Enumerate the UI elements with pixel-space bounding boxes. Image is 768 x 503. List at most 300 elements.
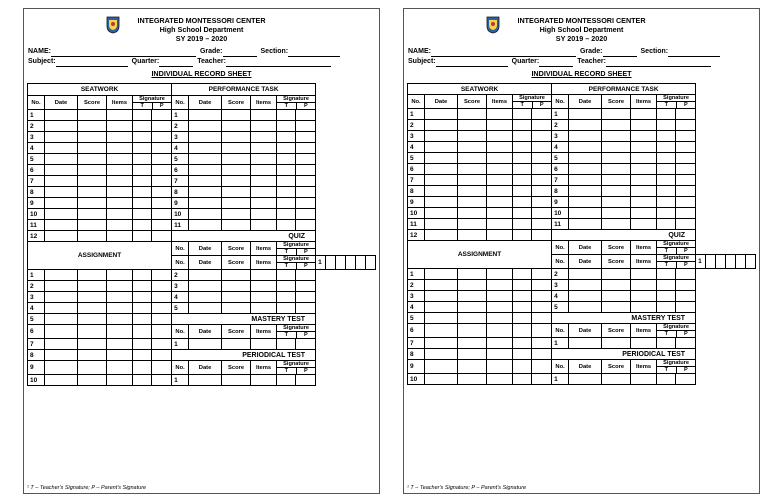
performance-task-entry-cell[interactable] bbox=[602, 131, 631, 142]
quiz-entry-cell[interactable] bbox=[189, 281, 222, 292]
assignment-entry-cell[interactable] bbox=[78, 292, 107, 303]
performance-task-entry-cell[interactable] bbox=[602, 208, 631, 219]
assignment-entry-cell[interactable] bbox=[45, 303, 78, 314]
performance-task-entry-cell[interactable] bbox=[222, 121, 251, 132]
seatwork-entry-cell[interactable] bbox=[152, 121, 172, 132]
performance-task-entry-cell[interactable] bbox=[251, 132, 277, 143]
assignment-entry-cell[interactable] bbox=[532, 360, 552, 374]
seatwork-entry-cell[interactable] bbox=[513, 131, 532, 142]
assignment-entry-cell[interactable] bbox=[458, 269, 487, 280]
subject-field[interactable] bbox=[436, 59, 508, 67]
performance-task-entry-cell[interactable] bbox=[631, 175, 657, 186]
performance-task-entry-cell[interactable] bbox=[251, 209, 277, 220]
seatwork-entry-cell[interactable] bbox=[487, 186, 513, 197]
assignment-entry-cell[interactable] bbox=[152, 375, 172, 386]
performance-task-entry-cell[interactable] bbox=[277, 209, 296, 220]
seatwork-entry-cell[interactable] bbox=[45, 121, 78, 132]
seatwork-entry-cell[interactable] bbox=[513, 186, 532, 197]
assignment-entry-cell[interactable] bbox=[45, 292, 78, 303]
seatwork-entry-cell[interactable] bbox=[152, 143, 172, 154]
assignment-entry-cell[interactable] bbox=[152, 270, 172, 281]
assignment-entry-cell[interactable] bbox=[425, 374, 458, 385]
seatwork-entry-cell[interactable] bbox=[45, 187, 78, 198]
assignment-entry-cell[interactable] bbox=[107, 350, 133, 361]
quiz-entry-cell[interactable] bbox=[657, 280, 676, 291]
seatwork-entry-cell[interactable] bbox=[458, 186, 487, 197]
seatwork-entry-cell[interactable] bbox=[107, 132, 133, 143]
quiz-entry-cell[interactable] bbox=[631, 269, 657, 280]
periodical-test-entry-cell[interactable] bbox=[222, 375, 251, 386]
mastery-test-entry-cell[interactable] bbox=[657, 338, 676, 349]
quiz-entry-cell[interactable] bbox=[222, 281, 251, 292]
seatwork-entry-cell[interactable] bbox=[78, 110, 107, 121]
seatwork-entry-cell[interactable] bbox=[45, 220, 78, 231]
performance-task-entry-cell[interactable] bbox=[189, 198, 222, 209]
grade-field[interactable] bbox=[603, 49, 637, 57]
seatwork-entry-cell[interactable] bbox=[532, 142, 552, 153]
assignment-entry-cell[interactable] bbox=[133, 325, 152, 339]
seatwork-entry-cell[interactable] bbox=[133, 143, 152, 154]
name-field[interactable] bbox=[51, 49, 196, 57]
performance-task-entry-cell[interactable] bbox=[251, 220, 277, 231]
assignment-entry-cell[interactable] bbox=[532, 291, 552, 302]
mastery-test-entry-cell[interactable] bbox=[277, 339, 296, 350]
performance-task-entry-cell[interactable] bbox=[657, 175, 676, 186]
periodical-test-entry-cell[interactable] bbox=[189, 375, 222, 386]
performance-task-entry-cell[interactable] bbox=[189, 187, 222, 198]
seatwork-entry-cell[interactable] bbox=[107, 231, 133, 242]
seatwork-entry-cell[interactable] bbox=[487, 131, 513, 142]
assignment-entry-cell[interactable] bbox=[133, 281, 152, 292]
section-field[interactable] bbox=[668, 49, 720, 57]
assignment-entry-cell[interactable] bbox=[152, 339, 172, 350]
performance-task-entry-cell[interactable] bbox=[657, 153, 676, 164]
performance-task-entry-cell[interactable] bbox=[189, 143, 222, 154]
quiz-entry-cell[interactable] bbox=[326, 256, 336, 270]
assignment-entry-cell[interactable] bbox=[133, 375, 152, 386]
seatwork-entry-cell[interactable] bbox=[513, 109, 532, 120]
assignment-entry-cell[interactable] bbox=[458, 302, 487, 313]
performance-task-entry-cell[interactable] bbox=[277, 121, 296, 132]
quiz-entry-cell[interactable] bbox=[631, 291, 657, 302]
seatwork-entry-cell[interactable] bbox=[458, 109, 487, 120]
teacher-field[interactable] bbox=[606, 59, 711, 67]
assignment-entry-cell[interactable] bbox=[487, 313, 513, 324]
seatwork-entry-cell[interactable] bbox=[513, 175, 532, 186]
assignment-entry-cell[interactable] bbox=[513, 324, 532, 338]
seatwork-entry-cell[interactable] bbox=[425, 208, 458, 219]
performance-task-entry-cell[interactable] bbox=[296, 187, 316, 198]
performance-task-entry-cell[interactable] bbox=[222, 110, 251, 121]
assignment-entry-cell[interactable] bbox=[133, 339, 152, 350]
assignment-entry-cell[interactable] bbox=[532, 374, 552, 385]
seatwork-entry-cell[interactable] bbox=[78, 209, 107, 220]
seatwork-entry-cell[interactable] bbox=[487, 175, 513, 186]
performance-task-entry-cell[interactable] bbox=[676, 208, 696, 219]
seatwork-entry-cell[interactable] bbox=[133, 209, 152, 220]
assignment-entry-cell[interactable] bbox=[133, 292, 152, 303]
mastery-test-entry-cell[interactable] bbox=[189, 339, 222, 350]
performance-task-entry-cell[interactable] bbox=[631, 186, 657, 197]
performance-task-entry-cell[interactable] bbox=[189, 176, 222, 187]
assignment-entry-cell[interactable] bbox=[107, 314, 133, 325]
seatwork-entry-cell[interactable] bbox=[513, 230, 532, 241]
performance-task-entry-cell[interactable] bbox=[657, 219, 676, 230]
performance-task-entry-cell[interactable] bbox=[602, 153, 631, 164]
assignment-entry-cell[interactable] bbox=[107, 339, 133, 350]
quiz-entry-cell[interactable] bbox=[676, 280, 696, 291]
seatwork-entry-cell[interactable] bbox=[45, 209, 78, 220]
seatwork-entry-cell[interactable] bbox=[133, 187, 152, 198]
assignment-entry-cell[interactable] bbox=[425, 338, 458, 349]
quiz-entry-cell[interactable] bbox=[676, 302, 696, 313]
subject-field[interactable] bbox=[56, 59, 128, 67]
seatwork-entry-cell[interactable] bbox=[152, 220, 172, 231]
seatwork-entry-cell[interactable] bbox=[532, 109, 552, 120]
quiz-entry-cell[interactable] bbox=[569, 291, 602, 302]
quiz-entry-cell[interactable] bbox=[602, 280, 631, 291]
performance-task-entry-cell[interactable] bbox=[676, 186, 696, 197]
seatwork-entry-cell[interactable] bbox=[78, 176, 107, 187]
assignment-entry-cell[interactable] bbox=[487, 349, 513, 360]
seatwork-entry-cell[interactable] bbox=[425, 109, 458, 120]
performance-task-entry-cell[interactable] bbox=[251, 154, 277, 165]
quiz-entry-cell[interactable] bbox=[296, 281, 316, 292]
performance-task-entry-cell[interactable] bbox=[631, 142, 657, 153]
performance-task-entry-cell[interactable] bbox=[631, 153, 657, 164]
assignment-entry-cell[interactable] bbox=[487, 360, 513, 374]
performance-task-entry-cell[interactable] bbox=[296, 143, 316, 154]
performance-task-entry-cell[interactable] bbox=[569, 131, 602, 142]
assignment-entry-cell[interactable] bbox=[152, 303, 172, 314]
quiz-entry-cell[interactable] bbox=[736, 255, 746, 269]
seatwork-entry-cell[interactable] bbox=[487, 153, 513, 164]
assignment-entry-cell[interactable] bbox=[487, 291, 513, 302]
performance-task-entry-cell[interactable] bbox=[631, 208, 657, 219]
quiz-entry-cell[interactable] bbox=[251, 303, 277, 314]
performance-task-entry-cell[interactable] bbox=[296, 110, 316, 121]
seatwork-entry-cell[interactable] bbox=[513, 142, 532, 153]
assignment-entry-cell[interactable] bbox=[458, 313, 487, 324]
seatwork-entry-cell[interactable] bbox=[107, 121, 133, 132]
seatwork-entry-cell[interactable] bbox=[532, 131, 552, 142]
periodical-test-entry-cell[interactable] bbox=[602, 374, 631, 385]
performance-task-entry-cell[interactable] bbox=[631, 120, 657, 131]
quiz-entry-cell[interactable] bbox=[296, 292, 316, 303]
periodical-test-entry-cell[interactable] bbox=[251, 375, 277, 386]
seatwork-entry-cell[interactable] bbox=[458, 230, 487, 241]
seatwork-entry-cell[interactable] bbox=[107, 154, 133, 165]
assignment-entry-cell[interactable] bbox=[78, 339, 107, 350]
assignment-entry-cell[interactable] bbox=[487, 280, 513, 291]
performance-task-entry-cell[interactable] bbox=[296, 220, 316, 231]
performance-task-entry-cell[interactable] bbox=[222, 220, 251, 231]
assignment-entry-cell[interactable] bbox=[425, 269, 458, 280]
seatwork-entry-cell[interactable] bbox=[133, 154, 152, 165]
seatwork-entry-cell[interactable] bbox=[78, 187, 107, 198]
seatwork-entry-cell[interactable] bbox=[45, 176, 78, 187]
seatwork-entry-cell[interactable] bbox=[133, 165, 152, 176]
quiz-entry-cell[interactable] bbox=[189, 270, 222, 281]
assignment-entry-cell[interactable] bbox=[458, 280, 487, 291]
assignment-entry-cell[interactable] bbox=[45, 350, 78, 361]
quiz-entry-cell[interactable] bbox=[222, 270, 251, 281]
performance-task-entry-cell[interactable] bbox=[569, 120, 602, 131]
performance-task-entry-cell[interactable] bbox=[569, 197, 602, 208]
assignment-entry-cell[interactable] bbox=[133, 314, 152, 325]
assignment-entry-cell[interactable] bbox=[532, 338, 552, 349]
performance-task-entry-cell[interactable] bbox=[251, 165, 277, 176]
performance-task-entry-cell[interactable] bbox=[222, 154, 251, 165]
performance-task-entry-cell[interactable] bbox=[602, 219, 631, 230]
periodical-test-entry-cell[interactable] bbox=[631, 374, 657, 385]
assignment-entry-cell[interactable] bbox=[425, 349, 458, 360]
seatwork-entry-cell[interactable] bbox=[425, 175, 458, 186]
assignment-entry-cell[interactable] bbox=[487, 324, 513, 338]
mastery-test-entry-cell[interactable] bbox=[296, 339, 316, 350]
seatwork-entry-cell[interactable] bbox=[107, 165, 133, 176]
quiz-entry-cell[interactable] bbox=[631, 302, 657, 313]
seatwork-entry-cell[interactable] bbox=[425, 153, 458, 164]
performance-task-entry-cell[interactable] bbox=[222, 143, 251, 154]
assignment-entry-cell[interactable] bbox=[513, 360, 532, 374]
quiz-entry-cell[interactable] bbox=[189, 292, 222, 303]
seatwork-entry-cell[interactable] bbox=[152, 132, 172, 143]
seatwork-entry-cell[interactable] bbox=[513, 197, 532, 208]
assignment-entry-cell[interactable] bbox=[133, 303, 152, 314]
performance-task-entry-cell[interactable] bbox=[222, 209, 251, 220]
performance-task-entry-cell[interactable] bbox=[189, 165, 222, 176]
assignment-entry-cell[interactable] bbox=[152, 292, 172, 303]
assignment-entry-cell[interactable] bbox=[513, 269, 532, 280]
seatwork-entry-cell[interactable] bbox=[152, 165, 172, 176]
seatwork-entry-cell[interactable] bbox=[458, 219, 487, 230]
assignment-entry-cell[interactable] bbox=[45, 270, 78, 281]
seatwork-entry-cell[interactable] bbox=[425, 164, 458, 175]
performance-task-entry-cell[interactable] bbox=[222, 165, 251, 176]
assignment-entry-cell[interactable] bbox=[532, 324, 552, 338]
quiz-entry-cell[interactable] bbox=[277, 292, 296, 303]
performance-task-entry-cell[interactable] bbox=[657, 120, 676, 131]
mastery-test-entry-cell[interactable] bbox=[602, 338, 631, 349]
performance-task-entry-cell[interactable] bbox=[251, 121, 277, 132]
assignment-entry-cell[interactable] bbox=[458, 349, 487, 360]
seatwork-entry-cell[interactable] bbox=[45, 231, 78, 242]
seatwork-entry-cell[interactable] bbox=[78, 143, 107, 154]
assignment-entry-cell[interactable] bbox=[133, 270, 152, 281]
seatwork-entry-cell[interactable] bbox=[425, 131, 458, 142]
seatwork-entry-cell[interactable] bbox=[45, 198, 78, 209]
assignment-entry-cell[interactable] bbox=[425, 313, 458, 324]
assignment-entry-cell[interactable] bbox=[45, 339, 78, 350]
performance-task-entry-cell[interactable] bbox=[676, 120, 696, 131]
performance-task-entry-cell[interactable] bbox=[676, 219, 696, 230]
seatwork-entry-cell[interactable] bbox=[532, 175, 552, 186]
performance-task-entry-cell[interactable] bbox=[602, 142, 631, 153]
assignment-entry-cell[interactable] bbox=[487, 302, 513, 313]
assignment-entry-cell[interactable] bbox=[513, 374, 532, 385]
performance-task-entry-cell[interactable] bbox=[569, 175, 602, 186]
assignment-entry-cell[interactable] bbox=[532, 269, 552, 280]
seatwork-entry-cell[interactable] bbox=[152, 154, 172, 165]
quiz-entry-cell[interactable] bbox=[569, 269, 602, 280]
performance-task-entry-cell[interactable] bbox=[189, 220, 222, 231]
performance-task-entry-cell[interactable] bbox=[657, 142, 676, 153]
seatwork-entry-cell[interactable] bbox=[107, 143, 133, 154]
mastery-test-entry-cell[interactable] bbox=[251, 339, 277, 350]
assignment-entry-cell[interactable] bbox=[425, 291, 458, 302]
teacher-field[interactable] bbox=[226, 59, 331, 67]
seatwork-entry-cell[interactable] bbox=[458, 153, 487, 164]
quiz-entry-cell[interactable] bbox=[251, 270, 277, 281]
seatwork-entry-cell[interactable] bbox=[487, 142, 513, 153]
performance-task-entry-cell[interactable] bbox=[277, 198, 296, 209]
assignment-entry-cell[interactable] bbox=[107, 303, 133, 314]
seatwork-entry-cell[interactable] bbox=[458, 142, 487, 153]
quiz-entry-cell[interactable] bbox=[251, 292, 277, 303]
assignment-entry-cell[interactable] bbox=[532, 313, 552, 324]
seatwork-entry-cell[interactable] bbox=[133, 110, 152, 121]
assignment-entry-cell[interactable] bbox=[425, 324, 458, 338]
assignment-entry-cell[interactable] bbox=[458, 338, 487, 349]
seatwork-entry-cell[interactable] bbox=[487, 208, 513, 219]
assignment-entry-cell[interactable] bbox=[458, 360, 487, 374]
assignment-entry-cell[interactable] bbox=[425, 280, 458, 291]
seatwork-entry-cell[interactable] bbox=[458, 120, 487, 131]
periodical-test-entry-cell[interactable] bbox=[277, 375, 296, 386]
quiz-entry-cell[interactable] bbox=[676, 291, 696, 302]
assignment-entry-cell[interactable] bbox=[107, 375, 133, 386]
assignment-entry-cell[interactable] bbox=[133, 350, 152, 361]
quiz-entry-cell[interactable] bbox=[746, 255, 756, 269]
performance-task-entry-cell[interactable] bbox=[676, 142, 696, 153]
seatwork-entry-cell[interactable] bbox=[487, 109, 513, 120]
assignment-entry-cell[interactable] bbox=[78, 350, 107, 361]
quiz-entry-cell[interactable] bbox=[631, 280, 657, 291]
assignment-entry-cell[interactable] bbox=[458, 291, 487, 302]
performance-task-entry-cell[interactable] bbox=[189, 132, 222, 143]
seatwork-entry-cell[interactable] bbox=[107, 220, 133, 231]
quiz-entry-cell[interactable] bbox=[356, 256, 366, 270]
seatwork-entry-cell[interactable] bbox=[45, 165, 78, 176]
assignment-entry-cell[interactable] bbox=[532, 280, 552, 291]
performance-task-entry-cell[interactable] bbox=[277, 110, 296, 121]
performance-task-entry-cell[interactable] bbox=[676, 153, 696, 164]
seatwork-entry-cell[interactable] bbox=[152, 110, 172, 121]
assignment-entry-cell[interactable] bbox=[78, 270, 107, 281]
assignment-entry-cell[interactable] bbox=[78, 303, 107, 314]
performance-task-entry-cell[interactable] bbox=[569, 153, 602, 164]
performance-task-entry-cell[interactable] bbox=[676, 197, 696, 208]
performance-task-entry-cell[interactable] bbox=[602, 175, 631, 186]
quiz-entry-cell[interactable] bbox=[657, 269, 676, 280]
performance-task-entry-cell[interactable] bbox=[251, 198, 277, 209]
assignment-entry-cell[interactable] bbox=[513, 338, 532, 349]
seatwork-entry-cell[interactable] bbox=[45, 132, 78, 143]
assignment-entry-cell[interactable] bbox=[107, 281, 133, 292]
performance-task-entry-cell[interactable] bbox=[222, 132, 251, 143]
performance-task-entry-cell[interactable] bbox=[631, 164, 657, 175]
performance-task-entry-cell[interactable] bbox=[569, 208, 602, 219]
assignment-entry-cell[interactable] bbox=[152, 281, 172, 292]
performance-task-entry-cell[interactable] bbox=[277, 154, 296, 165]
seatwork-entry-cell[interactable] bbox=[532, 197, 552, 208]
quiz-entry-cell[interactable] bbox=[251, 281, 277, 292]
performance-task-entry-cell[interactable] bbox=[657, 164, 676, 175]
seatwork-entry-cell[interactable] bbox=[532, 186, 552, 197]
seatwork-entry-cell[interactable] bbox=[513, 219, 532, 230]
seatwork-entry-cell[interactable] bbox=[487, 219, 513, 230]
section-field[interactable] bbox=[288, 49, 340, 57]
performance-task-entry-cell[interactable] bbox=[631, 219, 657, 230]
performance-task-entry-cell[interactable] bbox=[296, 176, 316, 187]
mastery-test-entry-cell[interactable] bbox=[631, 338, 657, 349]
mastery-test-entry-cell[interactable] bbox=[676, 338, 696, 349]
quiz-entry-cell[interactable] bbox=[602, 269, 631, 280]
quiz-entry-cell[interactable] bbox=[602, 302, 631, 313]
seatwork-entry-cell[interactable] bbox=[425, 230, 458, 241]
quarter-field[interactable] bbox=[539, 59, 573, 67]
assignment-entry-cell[interactable] bbox=[458, 324, 487, 338]
performance-task-entry-cell[interactable] bbox=[602, 186, 631, 197]
assignment-entry-cell[interactable] bbox=[107, 361, 133, 375]
periodical-test-entry-cell[interactable] bbox=[569, 374, 602, 385]
seatwork-entry-cell[interactable] bbox=[45, 110, 78, 121]
assignment-entry-cell[interactable] bbox=[152, 350, 172, 361]
assignment-entry-cell[interactable] bbox=[532, 349, 552, 360]
seatwork-entry-cell[interactable] bbox=[45, 154, 78, 165]
performance-task-entry-cell[interactable] bbox=[631, 109, 657, 120]
assignment-entry-cell[interactable] bbox=[513, 302, 532, 313]
performance-task-entry-cell[interactable] bbox=[569, 142, 602, 153]
performance-task-entry-cell[interactable] bbox=[189, 121, 222, 132]
performance-task-entry-cell[interactable] bbox=[676, 164, 696, 175]
assignment-entry-cell[interactable] bbox=[78, 325, 107, 339]
seatwork-entry-cell[interactable] bbox=[152, 176, 172, 187]
seatwork-entry-cell[interactable] bbox=[487, 230, 513, 241]
assignment-entry-cell[interactable] bbox=[78, 375, 107, 386]
performance-task-entry-cell[interactable] bbox=[277, 132, 296, 143]
performance-task-entry-cell[interactable] bbox=[296, 198, 316, 209]
seatwork-entry-cell[interactable] bbox=[458, 175, 487, 186]
assignment-entry-cell[interactable] bbox=[107, 292, 133, 303]
performance-task-entry-cell[interactable] bbox=[189, 154, 222, 165]
seatwork-entry-cell[interactable] bbox=[152, 231, 172, 242]
seatwork-entry-cell[interactable] bbox=[107, 110, 133, 121]
name-field[interactable] bbox=[431, 49, 576, 57]
quiz-entry-cell[interactable] bbox=[657, 302, 676, 313]
performance-task-entry-cell[interactable] bbox=[222, 187, 251, 198]
seatwork-entry-cell[interactable] bbox=[425, 186, 458, 197]
assignment-entry-cell[interactable] bbox=[513, 280, 532, 291]
seatwork-entry-cell[interactable] bbox=[425, 120, 458, 131]
performance-task-entry-cell[interactable] bbox=[569, 186, 602, 197]
seatwork-entry-cell[interactable] bbox=[107, 198, 133, 209]
seatwork-entry-cell[interactable] bbox=[532, 219, 552, 230]
performance-task-entry-cell[interactable] bbox=[569, 219, 602, 230]
performance-task-entry-cell[interactable] bbox=[676, 175, 696, 186]
seatwork-entry-cell[interactable] bbox=[78, 198, 107, 209]
assignment-entry-cell[interactable] bbox=[78, 361, 107, 375]
seatwork-entry-cell[interactable] bbox=[78, 220, 107, 231]
assignment-entry-cell[interactable] bbox=[45, 314, 78, 325]
seatwork-entry-cell[interactable] bbox=[133, 176, 152, 187]
seatwork-entry-cell[interactable] bbox=[107, 176, 133, 187]
seatwork-entry-cell[interactable] bbox=[78, 154, 107, 165]
assignment-entry-cell[interactable] bbox=[152, 325, 172, 339]
seatwork-entry-cell[interactable] bbox=[513, 208, 532, 219]
assignment-entry-cell[interactable] bbox=[532, 302, 552, 313]
